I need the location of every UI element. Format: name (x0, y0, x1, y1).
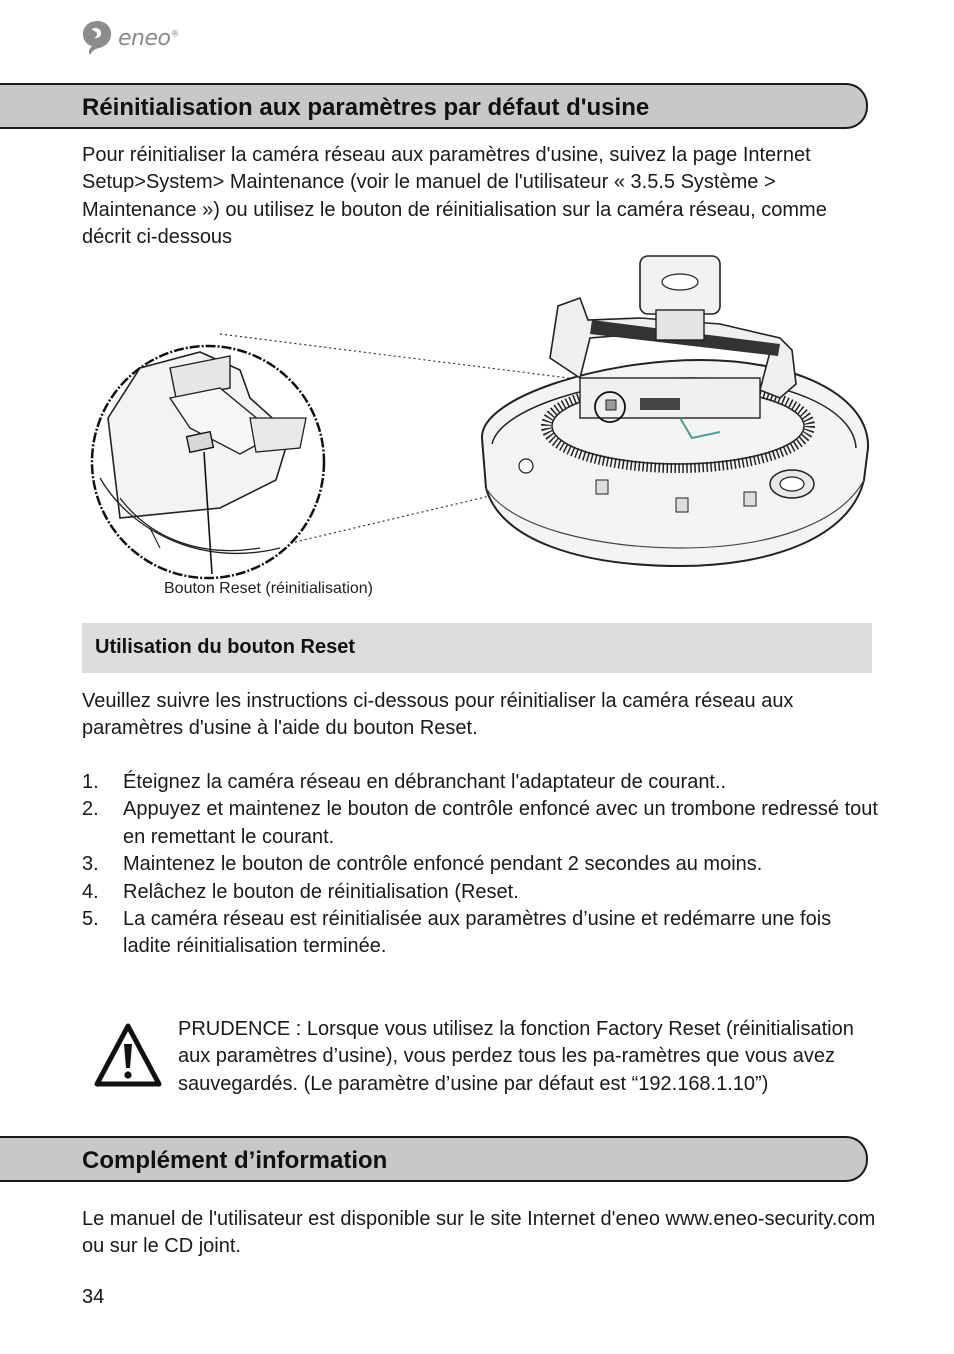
brand-name: eneo® (118, 25, 179, 51)
additional-info-paragraph: Le manuel de l'utilisateur est disponible sur le site Internet d'eneo www.eneo-security.com ou sur le CD joint. (82, 1208, 876, 1258)
page-number: 34 (82, 1286, 105, 1308)
list-item: 5. La caméra réseau est réinitialisée aux paramètres d’usine et redémarre une fois ladite réinitialisation terminée. (82, 908, 832, 958)
camera-mechanism (550, 256, 796, 438)
list-item: 2. Appuyez et maintenez le bouton de contrôle enfoncé avec un trombone redressé tout en remettant le courant. (82, 798, 878, 848)
section-header-factory-reset (0, 83, 868, 129)
section-title: Complément d’information (82, 1147, 388, 1174)
figure-caption: Bouton Reset (réinitialisation) (164, 580, 373, 597)
caution-text: PRUDENCE : Lorsque vous utilisez la fonction Factory Reset (réinitialisation aux paramètres d’usine), vous perdez tous les pa-ramètres que vous avez sauvegardés. (Le paramètre d’usine par défaut est “192.168.1.10”) (178, 1018, 854, 1095)
list-item: 3. Maintenez le bouton de contrôle enfoncé pendant 2 secondes au moins. (82, 853, 763, 876)
list-item: 1. Éteignez la caméra réseau en débranchant l'adaptateur de courant.. (82, 771, 727, 793)
list-item: 4. Relâchez le bouton de réinitialisation (Reset. (82, 880, 519, 903)
brand-logo (80, 18, 179, 58)
eneo-logo-icon (80, 19, 114, 57)
section-title: Réinitialisation aux paramètres par défaut d'usine (82, 94, 650, 121)
warning-triangle-icon (94, 1022, 162, 1088)
subsection-title: Utilisation du bouton Reset (95, 636, 355, 658)
camera-reset-illustration (80, 248, 870, 610)
reset-steps-list (82, 769, 878, 961)
subsection-intro: Veuillez suivre les instructions ci-dessous pour réinitialiser la caméra réseau aux paramètres d'usine à l'aide du bouton Reset. (82, 690, 794, 740)
zoom-detail-circle (92, 346, 324, 578)
subsection-header-reset-button (82, 623, 872, 673)
intro-paragraph: Pour réinitialiser la caméra réseau aux paramètres d'usine, suivez la page Internet Setup>System> Maintenance (voir le manuel de l'utilisateur « 3.5.5 Système > Maintenance ») ou utilisez le bouton de réinitialisation sur la caméra réseau, comme décrit ci-dessous (82, 144, 827, 249)
section-header-additional-info (0, 1136, 868, 1182)
